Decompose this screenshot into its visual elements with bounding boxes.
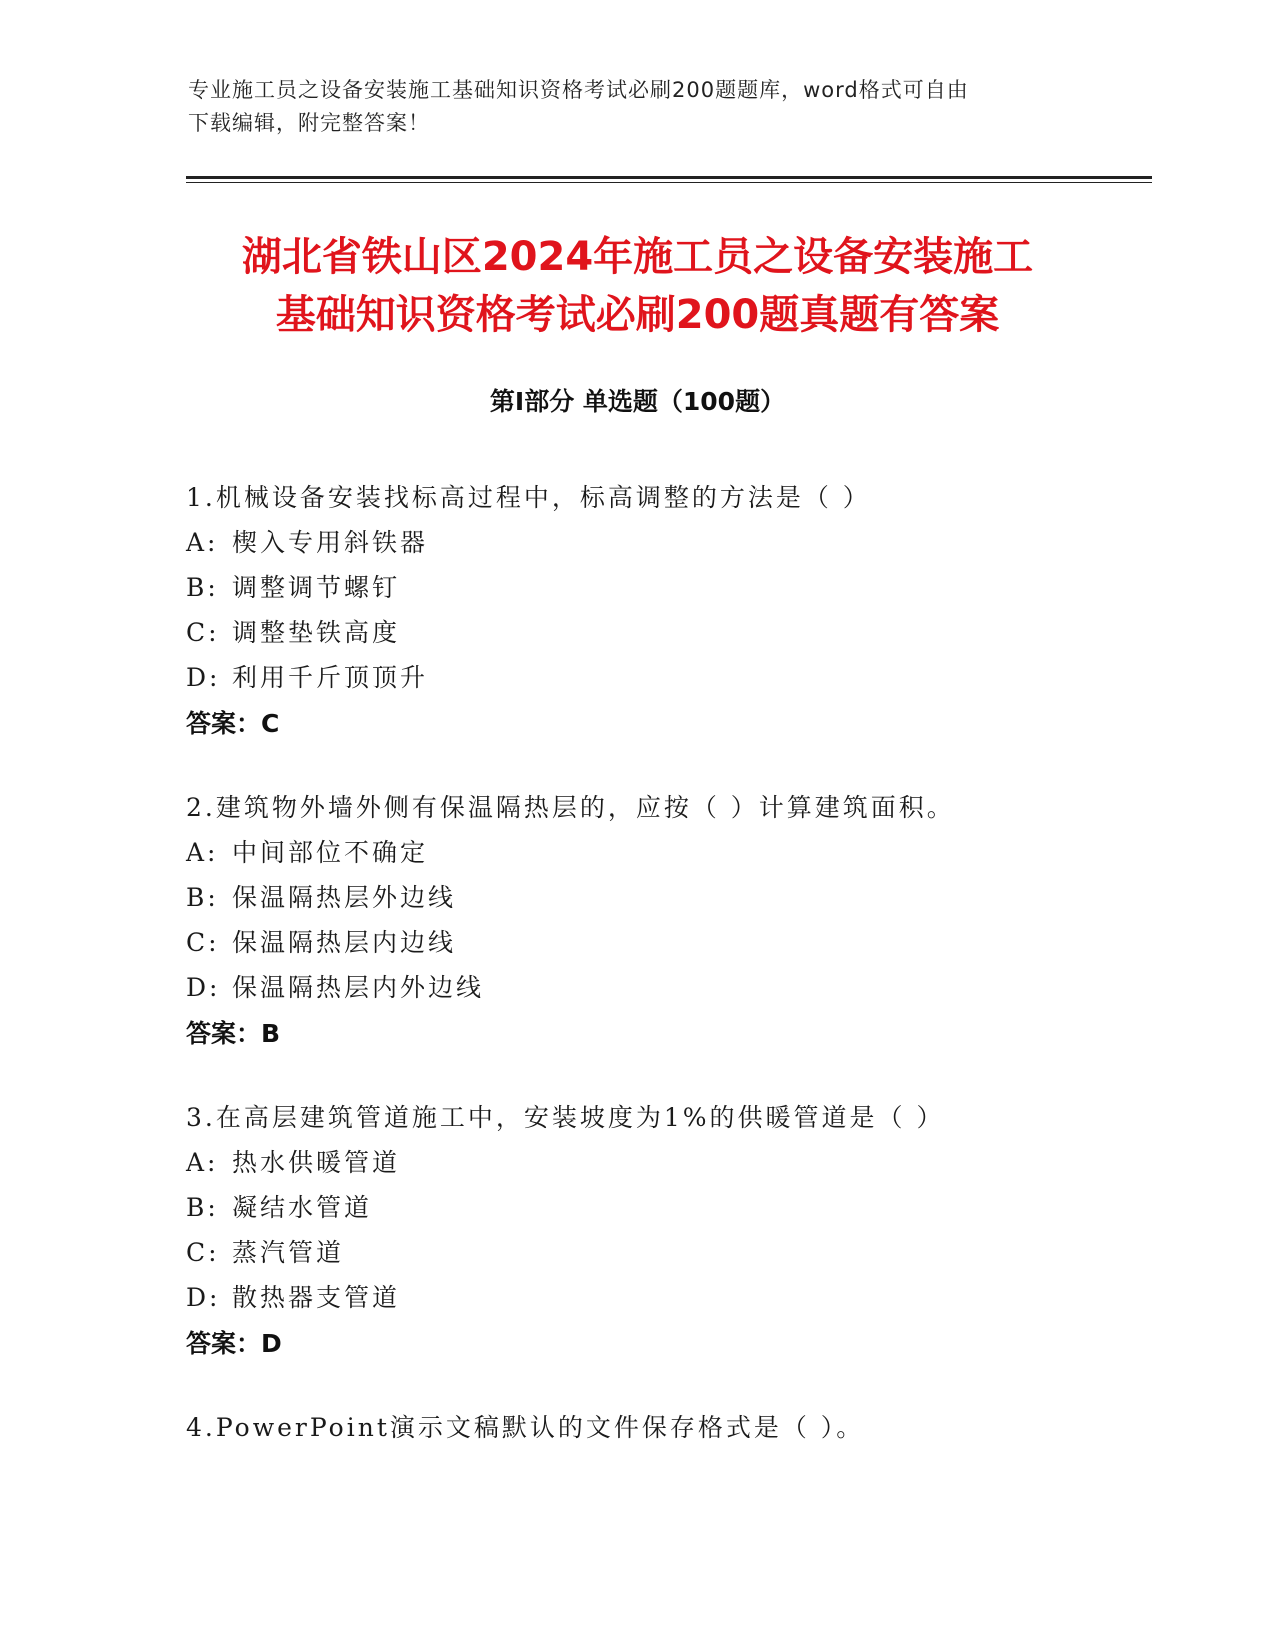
option-text: 蒸汽管道 — [232, 1238, 345, 1267]
question-2 — [186, 785, 1146, 1057]
question-3 — [186, 1095, 1146, 1367]
option-a — [186, 520, 1146, 565]
option-text: 利用千斤顶顶升 — [232, 663, 429, 692]
question-4 — [186, 1405, 1146, 1450]
option-b — [186, 875, 1146, 920]
answer: 答案：B — [186, 1019, 281, 1048]
header-rule-thick — [186, 176, 1152, 179]
option-key: B: — [186, 883, 219, 912]
option-text: 中间部位不确定 — [232, 838, 429, 867]
question-1 — [186, 475, 1146, 747]
header-rule-thin — [186, 182, 1152, 183]
option-b — [186, 1185, 1146, 1230]
header-note-line-1: 专业施工员之设备安装施工基础知识资格考试必刷200题题库，word格式可自由 — [188, 78, 969, 102]
option-key: A: — [186, 528, 219, 557]
option-text: 散热器支管道 — [232, 1283, 401, 1312]
option-d — [186, 965, 1146, 1010]
option-key: D: — [186, 973, 221, 1002]
question-stem: 3.在高层建筑管道施工中，安装坡度为1%的供暖管道是（ ） — [186, 1103, 945, 1132]
option-c — [186, 920, 1146, 965]
option-d — [186, 655, 1146, 700]
option-d — [186, 1275, 1146, 1320]
option-key: A: — [186, 838, 219, 867]
document-title — [150, 228, 1125, 344]
option-key: C: — [186, 1238, 220, 1267]
option-key: C: — [186, 928, 220, 957]
option-text: 保温隔热层内边线 — [232, 928, 457, 957]
option-text: 楔入专用斜铁器 — [232, 528, 429, 557]
option-text: 保温隔热层内外边线 — [232, 973, 485, 1002]
header-note-line-2: 下载编辑，附完整答案！ — [188, 111, 430, 135]
question-stem: 1.机械设备安装找标高过程中，标高调整的方法是（ ） — [186, 483, 871, 512]
option-text: 调整调节螺钉 — [232, 573, 401, 602]
option-key: C: — [186, 618, 220, 647]
option-a — [186, 830, 1146, 875]
option-key: B: — [186, 573, 219, 602]
option-c — [186, 610, 1146, 655]
option-key: B: — [186, 1193, 219, 1222]
option-key: A: — [186, 1148, 219, 1177]
document-title-line-2: 基础知识资格考试必刷200题真题有答案 — [275, 292, 1000, 338]
option-key: D: — [186, 663, 221, 692]
option-text: 凝结水管道 — [232, 1193, 373, 1222]
option-c — [186, 1230, 1146, 1275]
question-list — [186, 475, 1146, 1488]
header-note — [188, 74, 1088, 140]
question-stem: 2.建筑物外墙外侧有保温隔热层的，应按（ ）计算建筑面积。 — [186, 793, 955, 822]
option-a — [186, 1140, 1146, 1185]
option-b — [186, 565, 1146, 610]
document-title-line-1: 湖北省铁山区2024年施工员之设备安装施工 — [241, 234, 1034, 280]
answer: 答案：C — [186, 709, 280, 738]
answer: 答案：D — [186, 1329, 282, 1358]
question-stem: 4.PowerPoint演示文稿默认的文件保存格式是（ ）。 — [186, 1413, 865, 1442]
option-text: 热水供暖管道 — [232, 1148, 401, 1177]
option-key: D: — [186, 1283, 221, 1312]
option-text: 调整垫铁高度 — [232, 618, 401, 647]
section-title: 第Ⅰ部分 单选题（100题） — [489, 387, 786, 416]
option-text: 保温隔热层外边线 — [232, 883, 457, 912]
